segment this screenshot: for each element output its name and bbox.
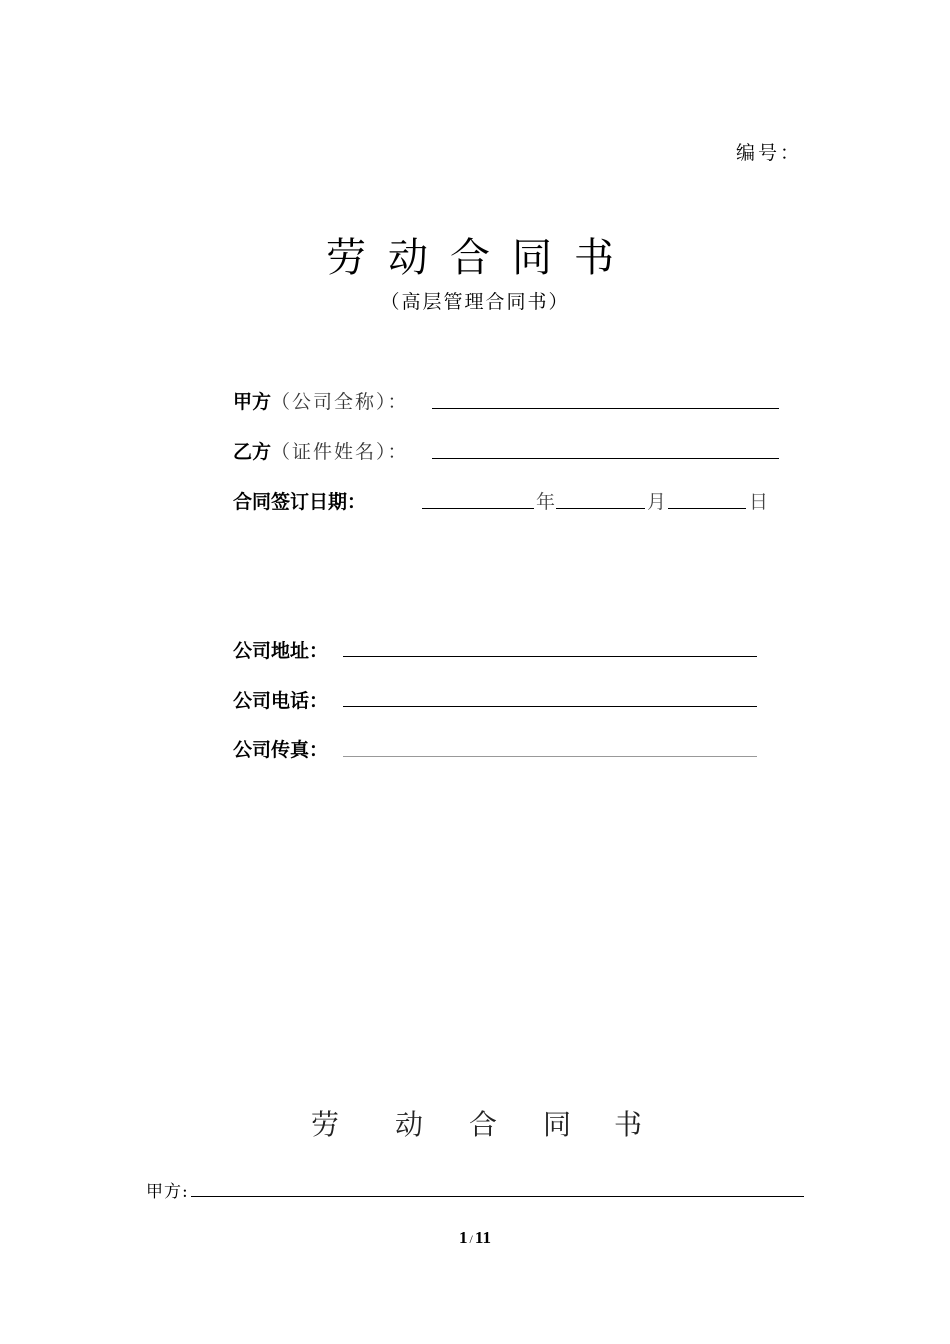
contract-number-label: 编号： (736, 142, 803, 164)
section-title-char: 同 (543, 1108, 572, 1141)
second-party-a-input-line[interactable] (191, 1196, 804, 1197)
party-a-note: （公司全称）： (271, 391, 409, 413)
party-b-input-line[interactable] (432, 458, 779, 459)
sign-date-label: 合同签订日期： (233, 491, 367, 513)
company-address-label: 公司地址： (233, 640, 329, 662)
page-total: 11 (474, 1228, 491, 1247)
page-current: 1 (459, 1228, 468, 1247)
section-title-char: 动 (395, 1108, 424, 1141)
section-title-char: 劳 (311, 1108, 340, 1141)
month-unit: 月 (647, 491, 667, 513)
sign-day-input-line[interactable] (668, 508, 746, 509)
party-a-field-label (233, 387, 409, 414)
year-unit: 年 (536, 491, 556, 513)
section-title-char: 合 (469, 1108, 498, 1141)
party-b-note: （证件姓名）： (271, 441, 409, 463)
party-a-label: 甲方 (233, 391, 272, 413)
document-title: 劳动合同书 (326, 235, 636, 281)
company-phone-input-line[interactable] (343, 706, 757, 707)
page-number (0, 1228, 950, 1248)
section-title-char: 书 (614, 1108, 643, 1141)
page-separator: / (469, 1232, 473, 1246)
sign-year-input-line[interactable] (422, 508, 534, 509)
company-phone-label: 公司电话： (233, 690, 329, 712)
second-party-a-label: 甲方: (146, 1182, 189, 1202)
sign-month-input-line[interactable] (556, 508, 645, 509)
document-subtitle: （高层管理合同书） (380, 291, 570, 313)
party-b-field-label (233, 437, 409, 464)
company-fax-label: 公司传真： (233, 739, 329, 761)
party-b-label: 乙方 (233, 441, 272, 463)
company-fax-input-line[interactable] (343, 756, 757, 757)
party-a-input-line[interactable] (432, 408, 779, 409)
day-unit: 日 (749, 491, 769, 513)
company-address-input-line[interactable] (343, 656, 757, 657)
